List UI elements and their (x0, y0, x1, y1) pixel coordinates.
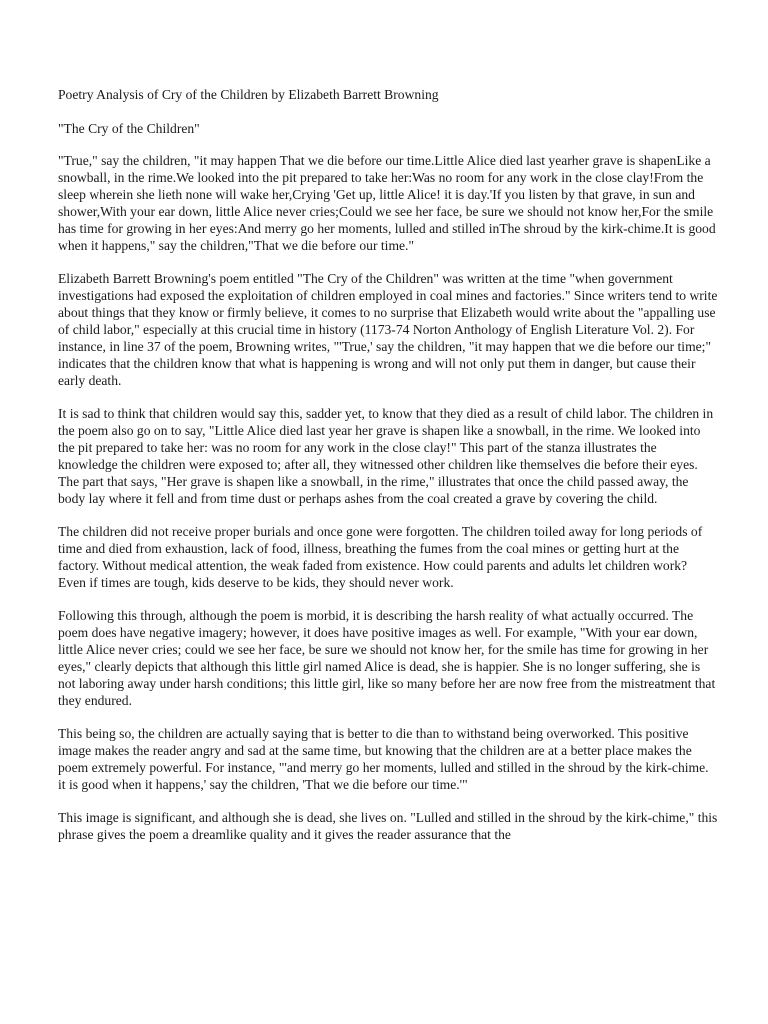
poem-title: "The Cry of the Children" (58, 121, 200, 136)
body-paragraph: This image is significant, and although she is dead, she lives on. "Lulled and stilled in the shroud by the kirk-chime," this phrase gives the poem a dreamlike quality and it gives the reader assurance that the (58, 810, 718, 842)
body-paragraph: The children did not receive proper burials and once gone were forgotten. The children toiled away for long periods of time and died from exhaustion, lack of food, illness, breathing the fumes from the coal mines or getting hurt at the factory. Without medical attention, the weak faded from existence. How could parents and adults let children work? Even if times are tough, kids deserve to be kids, they should never work. (58, 524, 703, 590)
document-title: Poetry Analysis of Cry of the Children by Elizabeth Barrett Browning (58, 87, 439, 102)
body-paragraph: It is sad to think that children would say this, sadder yet, to know that they died as a result of child labor. The children in the poem also go on to say, "Little Alice died last year her grave is shapen like a snowball, in the rime. We looked into the pit prepared to take her: was no room for any work in the close clay!" This part of the stanza illustrates the knowledge the children were exposed to; after all, they witnessed other children like themselves die before their eyes. The part that says, "Her grave is shapen like a snowball, in the rime," illustrates that once the child passed away, the body lay where it fell and from time dust or perhaps ashes from the coal created a grave by covering the child. (58, 406, 714, 506)
body-paragraph: This being so, the children are actually saying that is better to die than to withstand being overworked. This positive image makes the reader angry and sad at the same time, but knowing that the children are at a better place makes the poem extremely powerful. For instance, "'and merry go her moments, lulled and stilled in the shroud by the kirk-chime. it is good when it happens,' say the children, 'That we die before our time.'" (58, 726, 709, 792)
document-page (58, 86, 718, 859)
body-paragraph: Elizabeth Barrett Browning's poem entitled "The Cry of the Children" was written at the time "when government investigations had exposed the exploitation of children employed in coal mines and factories." Since writers tend to write about things that they know or firmly believe, it comes to no surprise that Elizabeth would write about the "appalling use of child labor," especially at this crucial time in history (1173-74 Norton Anthology of English Literature Vol. 2). For instance, in line 37 of the poem, Browning writes, "'True,' say the children, "it may happen that we die before our time;" indicates that the children know that what is happening is wrong and will not only put them in danger, but cause their early death. (58, 271, 718, 388)
poem-stanza-paragraph: "True," say the children, "it may happen That we die before our time.Little Alice died last yearher grave is shapenLike a snowball, in the rime.We looked into the pit prepared to take her:Was no room for any work in the close clay!From the sleep wherein she lieth none will wake her,Crying 'Get up, little Alice! it is day.'If you listen by that grave, in sun and shower,With your ear down, little Alice never cries;Could we see her face, be sure we should not know her,For the smile has time for growing in her eyes:And merry go her moments, lulled and stilled inThe shroud by the kirk-chime.It is good when it happens," say the children,"That we die before our time." (58, 153, 716, 253)
body-paragraph: Following this through, although the poem is morbid, it is describing the harsh reality of what actually occurred. The poem does have negative imagery; however, it does have positive images as well. For example, "With your ear down, little Alice never cries; could we see her face, be sure we should not know her, for the smile has time for growing in her eyes," clearly depicts that although this little girl named Alice is dead, she is happier. She is no longer suffering, she is not laboring away under harsh conditions; this little girl, like so many before her are now free from the mistreatment that they endured. (58, 608, 716, 708)
